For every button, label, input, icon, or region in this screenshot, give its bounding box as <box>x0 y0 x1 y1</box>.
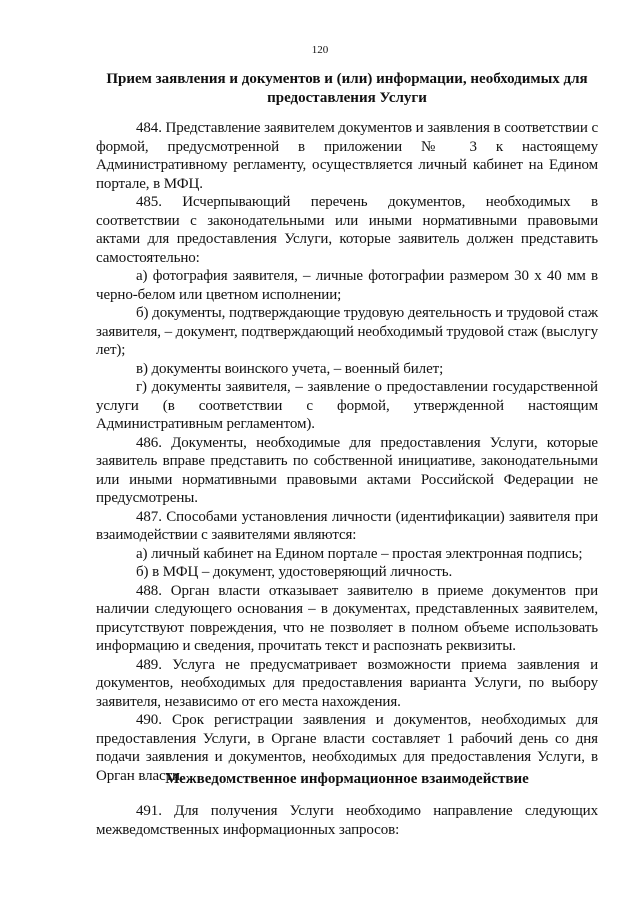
paragraph-485-v: в) документы воинского учета, – военный билет; <box>136 360 444 377</box>
paragraph-485: 485. Исчерпывающий перечень документов, необходимых в соответствии с законодательными или иными нормативными правовыми актами для предоставления Услуги, которые заявитель должен представить самостоятельно: <box>96 194 598 266</box>
page-number: 120 <box>311 44 329 56</box>
paragraph-484: 484. Представление заявителем документов и заявления в соответствии с формой, предусмотренной в приложении № 3 к настоящему Административному регламенту, осуществляется личный кабинет на Едином портале, в МФЦ. <box>96 120 598 192</box>
paragraph-485-a: а) фотография заявителя, – личные фотографии размером 30 х 40 мм в черно-белом или цветном исполнении; <box>96 268 598 303</box>
paragraph-491: 491. Для получения Услуги необходимо направление следующих межведомственных информационных запросов: <box>96 803 598 838</box>
section-body-interagency <box>96 802 598 839</box>
section-body-document-acceptance <box>96 119 598 785</box>
paragraph-487-b: б) в МФЦ – документ, удостоверяющий личность. <box>136 564 453 580</box>
paragraph-490: 490. Срок регистрации заявления и документов, необходимых для предоставления Услуги, в Органе власти составляет 1 рабочий день со дня подачи заявления и документов, необходимых для предоставления Услуги, в Орган власти. <box>96 712 598 784</box>
paragraph-487-a: а) личный кабинет на Едином портале – простая электронная подпись; <box>136 545 583 562</box>
paragraph-489: 489. Услуга не предусматривает возможности приема заявления и документов, необходимых для предоставления варианта Услуги, по выбору заявителя, независимо от его места нахождения. <box>96 656 598 710</box>
paragraph-485-b: б) документы, подтверждающие трудовую деятельность и трудовой стаж заявителя, – документ, подтверждающий необходимый трудовой стаж (выслугу лет); <box>96 305 598 358</box>
section-heading-interagency: Межведомственное информационное взаимодействие <box>165 771 529 787</box>
paragraph-486: 486. Документы, необходимые для предоставления Услуги, которые заявитель вправе представить по собственной инициативе, законодательными или иными нормативными правовыми актами Российской Федерации не предусмотрены. <box>96 434 598 506</box>
paragraph-487: 487. Способами установления личности (идентификации) заявителя при взаимодействии с заявителями являются: <box>96 508 598 543</box>
paragraph-485-g: г) документы заявителя, – заявление о предоставлении государственной услуги (в соответствии с формой, утвержденной настоящим Административным регламентом). <box>96 379 598 432</box>
paragraph-488: 488. Орган власти отказывает заявителю в приеме документов при наличии следующего основания – в документах, представленных заявителем, присутствуют повреждения, что не позволяет в полном объеме использовать информацию и сведения, прочитать текст и распознать реквизиты. <box>96 582 598 654</box>
section-heading-document-acceptance: Прием заявления и документов и (или) информации, необходимых для предоставления Услуги <box>106 71 588 106</box>
